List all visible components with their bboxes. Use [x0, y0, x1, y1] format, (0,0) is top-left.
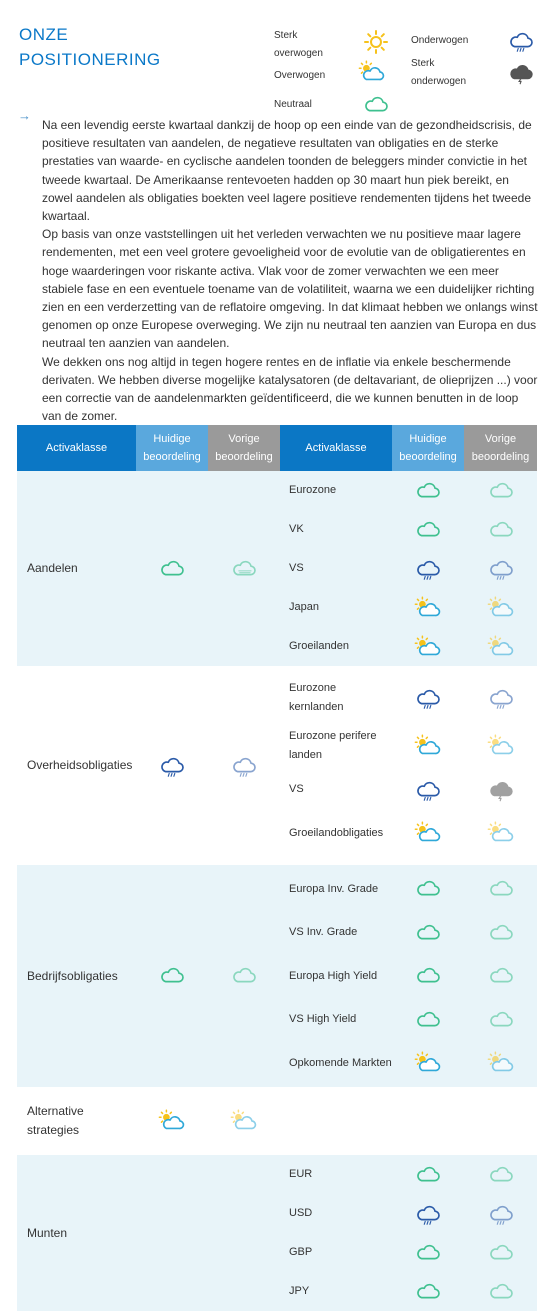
sub-asset-current-icon	[392, 1233, 464, 1272]
sub-asset-current-icon	[392, 913, 464, 952]
page-title	[19, 22, 161, 72]
legend-overweight-label: Overwogen	[274, 70, 326, 81]
sub-asset-previous-icon	[464, 722, 537, 770]
header-asset-class: Activaklasse	[17, 425, 136, 471]
sub-asset-current-icon	[392, 1272, 464, 1311]
asset-class-previous-icon	[208, 1155, 280, 1311]
asset-class-name: Aandelen	[17, 471, 136, 666]
table-row	[17, 1095, 537, 1147]
sub-asset-current-icon	[392, 1155, 464, 1194]
sub-asset-current-icon	[392, 809, 464, 857]
sub-asset-previous-icon	[464, 1039, 537, 1087]
sub-asset-class-name: Groeilandobligaties	[289, 826, 384, 839]
sub-asset-current-icon	[392, 1039, 464, 1087]
sub-asset-current-icon	[392, 549, 464, 588]
sub-asset-class-name: Eurozone kernlanden	[289, 682, 344, 713]
sub-asset-class-name: JPY	[280, 1272, 392, 1311]
sub-asset-current-icon	[392, 627, 464, 666]
table-row	[17, 1155, 537, 1194]
intro-text	[42, 116, 538, 425]
asset-class-previous-icon	[208, 865, 280, 1087]
empty-cell	[392, 1095, 464, 1147]
title-line-1: ONZE	[19, 25, 69, 44]
asset-class-name: Overheidsobligaties	[27, 758, 133, 772]
sub-asset-class-name: USD	[280, 1194, 392, 1233]
sub-asset-current-icon	[392, 588, 464, 627]
sub-asset-previous-icon	[464, 913, 537, 952]
table-header-row	[17, 425, 537, 471]
sub-asset-class-name: VS High Yield	[280, 1000, 392, 1039]
sub-asset-previous-icon	[464, 471, 537, 510]
legend-strong-overweight-label: Sterk overwogen	[274, 30, 323, 59]
header-previous: Vorige beoordeling	[208, 425, 280, 471]
asset-class-name: Munten	[17, 1155, 136, 1311]
legend-sun-cloud-icon	[358, 59, 386, 90]
sub-asset-current-icon	[392, 1000, 464, 1039]
empty-cell	[464, 1095, 537, 1147]
asset-class-current-icon	[136, 865, 208, 1087]
asset-class-previous-icon	[208, 471, 280, 666]
sub-asset-previous-icon	[464, 1233, 537, 1272]
legend-underweight-label: Onderwogen	[411, 35, 469, 46]
title-line-2: POSITIONERING	[19, 50, 161, 69]
sub-asset-previous-icon	[464, 549, 537, 588]
header-sub-asset-class: Activaklasse	[280, 425, 392, 471]
sub-asset-class-name: VS Inv. Grade	[280, 913, 392, 952]
table-row	[17, 865, 537, 913]
sub-asset-class-name: VS	[280, 549, 392, 588]
empty-cell	[280, 1095, 392, 1147]
header-current: Huidige beoordeling	[136, 425, 208, 471]
group-separator	[17, 1087, 537, 1095]
asset-class-current-icon	[136, 1095, 208, 1147]
asset-class-current-icon	[136, 1155, 208, 1311]
sub-asset-previous-icon	[464, 1000, 537, 1039]
sub-asset-previous-icon	[464, 1155, 537, 1194]
sub-asset-class-name: GBP	[280, 1233, 392, 1272]
group-separator	[17, 857, 537, 865]
sub-asset-previous-icon	[464, 510, 537, 549]
legend-strong-underweight-label: Sterk onderwogen	[411, 58, 467, 87]
legend-rain-cloud-icon	[507, 28, 535, 59]
table-row	[17, 674, 537, 722]
asset-class-name: Bedrijfsobligaties	[17, 865, 136, 1087]
header-sub-current: Huidige beoordeling	[392, 425, 464, 471]
sub-asset-class-name: Eurozone perifere landen	[289, 730, 377, 761]
sub-asset-previous-icon	[464, 1272, 537, 1311]
sub-asset-previous-icon	[464, 809, 537, 857]
sub-asset-previous-icon	[464, 674, 537, 722]
sub-asset-current-icon	[392, 865, 464, 913]
sub-asset-class-name: EUR	[280, 1155, 392, 1194]
sub-asset-previous-icon	[464, 770, 537, 809]
sub-asset-current-icon	[392, 1194, 464, 1233]
group-separator	[17, 1147, 537, 1155]
table-row	[17, 471, 537, 510]
legend-neutral-label: Neutraal	[274, 99, 312, 110]
sub-asset-class-name: Opkomende Markten	[280, 1039, 392, 1087]
sub-asset-previous-icon	[464, 1194, 537, 1233]
asset-class-current-icon	[136, 471, 208, 666]
sub-asset-class-name: VK	[280, 510, 392, 549]
sub-asset-current-icon	[392, 510, 464, 549]
asset-class-previous-icon	[208, 674, 280, 857]
header-sub-previous: Vorige beoordeling	[464, 425, 537, 471]
paragraph-1: Na een levendig eerste kwartaal dankzij de hoop op een einde van de gezondheidscrisis, de positieve resultaten van aandelen, de negatieve resultaten van obligaties en de sterke prestaties van waarde- en cyclische aandelen toonden de beleggers minder convictie in het tweede kwartaal. De Amerikaanse rentevoeten hadden op 30 maart hun piek bereikt, en zowel aandelen als obligaties boekten veel lagere positieve rendementen tijdens het tweede kwartaal.	[42, 118, 532, 224]
sub-asset-class-name: Europa Inv. Grade	[280, 865, 392, 913]
sub-asset-current-icon	[392, 952, 464, 1000]
sub-asset-class-name: Japan	[280, 588, 392, 627]
sub-asset-class-name: VS	[289, 783, 304, 795]
positioning-table	[17, 425, 537, 1311]
sub-asset-previous-icon	[464, 952, 537, 1000]
sub-asset-current-icon	[392, 471, 464, 510]
asset-class-previous-icon	[208, 1095, 280, 1147]
sub-asset-class-name: Groeilanden	[280, 627, 392, 666]
paragraph-2: Op basis van onze vaststellingen uit het verleden verwachten we nu positieve maar lagere rendementen, met een veel grotere gevoeligheid voor de evolutie van de obligatierentes en hoge waarderingen voor riskante activa. Vlak voor de zomer verwachten we een meer stabiele fase en een eventuele toename van de volatiliteit, waarna we een duidelijker richting zien en een verderzetting van de reflatoire omgeving. In dat klimaat hebben we onlangs winst genomen op onze Europese overweging. We zijn nu neutraal ten aanzien van Europa en dus neutraal ten aanzien van aandelen.	[42, 227, 538, 351]
asset-class-current-icon	[136, 674, 208, 857]
sub-asset-class-name: Eurozone	[280, 471, 392, 510]
sub-asset-class-name: Europa High Yield	[280, 952, 392, 1000]
paragraph-3: We dekken ons nog altijd in tegen hogere rentes en de inflatie via enkele beschermende derivaten. We hebben diverse mogelijke katalysatoren (de deltavariant, de olieprijzen ...) voor een correctie van de aandelenmarkten geïdentificeerd, die we kunnen benutten in de loop van de zomer.	[42, 354, 538, 424]
sub-asset-current-icon	[392, 674, 464, 722]
group-separator	[17, 666, 537, 674]
sub-asset-previous-icon	[464, 588, 537, 627]
sub-asset-current-icon	[392, 770, 464, 809]
arrow-right-icon: →	[18, 108, 31, 123]
asset-class-name: Alternative strategies	[27, 1104, 84, 1137]
legend-sun-icon	[364, 30, 388, 59]
sub-asset-current-icon	[392, 722, 464, 770]
sub-asset-previous-icon	[464, 627, 537, 666]
sub-asset-previous-icon	[464, 865, 537, 913]
legend-storm-cloud-icon	[507, 60, 535, 91]
